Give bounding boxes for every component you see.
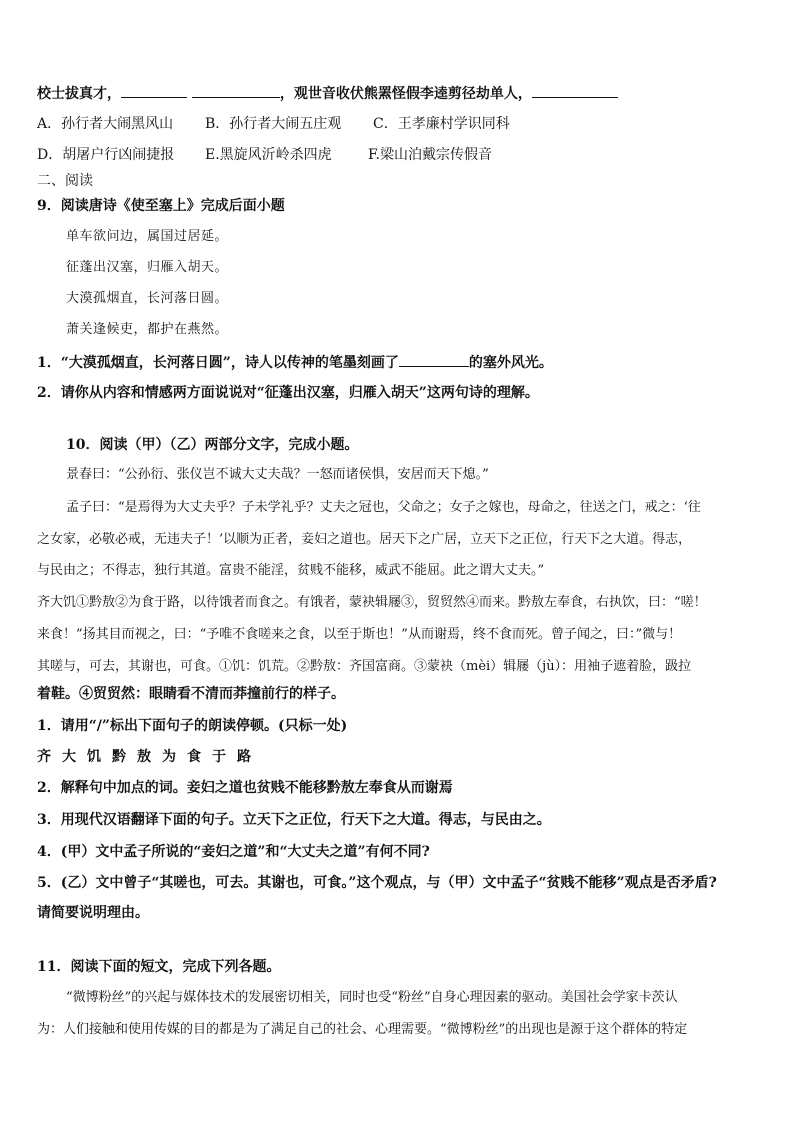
option-e: E.黑旋风沂岭杀四虎: [205, 147, 332, 163]
section-heading: 二、阅读: [37, 173, 93, 189]
fill-in-line: [37, 83, 618, 104]
option-a: A．孙行者大闹黑风山: [37, 116, 174, 132]
q10-question-5-cont: 请简要说明理由。: [37, 905, 149, 921]
options-row-2: [37, 145, 492, 165]
jia-line-4: 与民由之；不得志，独行其道。富贵不能淫，贫贱不能移，威武不能屈。此之谓大丈夫。”: [37, 563, 545, 578]
q9-q1-text-b: 的塞外风光。: [468, 355, 553, 371]
q10-q1-sentence: 齐大饥黔敖为食于路: [37, 749, 262, 765]
q9-question-1: [37, 352, 553, 373]
fill-line-text-b: ，观世音收伏熊罴怪假李逵剪径劫单人，: [279, 86, 532, 102]
yi-line-2: 来食！”扬其目而视之，曰：“予唯不食嗟来之食，以至于斯也！”从而谢焉，终不食而死。曾子闻之，曰：”微与！: [37, 627, 682, 642]
q10-question-3: 3．用现代汉语翻译下面的句子。立天下之正位，行天下之大道。得志，与民由之。: [37, 812, 551, 828]
yi-line-1: 齐大饥①黔敖②为食于路，以待饿者而食之。有饿者，蒙袂辑屦③，贸贸然④而来。黔敖左奉食，右执饮，曰：“嗟！: [37, 595, 707, 610]
q9-question-2: 2．请你从内容和情感两方面说说对“征蓬出汉塞，归雁入胡天”这两句诗的理解。: [37, 385, 539, 401]
q10-question-5: 5．(乙）文中曾子“其嗟也，可去。其谢也，可食。”这个观点，与（甲）文中孟子“贫贱不能移”观点是否矛盾?: [37, 875, 717, 891]
options-row-1: [37, 114, 510, 134]
option-d: D．胡屠户行凶闹捷报: [37, 147, 175, 163]
q9-q1-text-a: 1．“大漠孤烟直，长河落日圆”，诗人以传神的笔墨刻画了: [37, 355, 399, 371]
yi-line-3: 其嗟与，可去，其谢也，可食。①饥：饥荒。②黔敖：齐国富商。③蒙袂（mèi）辑屦（jù）：用袖子遮着脸，趿拉: [37, 659, 692, 674]
jia-line-1: 景春曰：“公孙衍、张仪岂不诚大丈夫哉？一怒而诸侯惧，安居而天下熄。”: [66, 467, 489, 482]
yi-line-4: 着鞋。④贸贸然：眼睛看不清而莽撞前行的样子。: [37, 686, 345, 702]
jia-line-2: 孟子曰：“是焉得为大丈夫乎？子未学礼乎？丈夫之冠也，父命之；女子之嫁也，母命之，往送之门，戒之：‘往: [66, 500, 701, 515]
jia-line-3: 之女家，必敬必戒，无违夫子！’以顺为正者，妾妇之道也。居天下之广居，立天下之正位，行天下之大道。得志，: [37, 532, 692, 547]
poem-line-3: 大漠孤烟直，长河落日圆。: [66, 291, 229, 306]
fill-line-text-a: 校士拔真才，: [37, 86, 121, 102]
answer-blank-2[interactable]: [192, 83, 280, 98]
q9-title: 9．阅读唐诗《使至塞上》完成后面小题: [37, 198, 285, 214]
poem-line-1: 单车欲问边，属国过居延。: [66, 229, 229, 244]
answer-blank-3[interactable]: [532, 83, 618, 98]
q11-line-2: 为：人们接触和使用传媒的目的都是为了满足自己的社会、心理需要。“微博粉丝”的出现也是源于这个群体的特定: [37, 1022, 688, 1037]
answer-blank-4[interactable]: [399, 352, 469, 367]
q10-question-2: 2．解释句中加点的词。妾妇之道也贫贱不能移黔敖左奉食从而谢焉: [37, 780, 453, 796]
q10-question-4: 4．(甲）文中孟子所说的“妾妇之道”和“大丈夫之道”有何不同?: [37, 844, 430, 860]
poem-line-2: 征蓬出汉塞，归雁入胡天。: [66, 260, 229, 275]
q10-question-1: 1．请用“/”标出下面句子的朗读停顿。(只标一处): [37, 718, 348, 734]
q10-title: 10．阅读（甲）（乙）两部分文字，完成小题。: [66, 437, 359, 453]
poem-line-4: 萧关逢候吏，都护在燕然。: [66, 322, 229, 337]
q11-line-1: “微博粉丝”的兴起与媒体技术的发展密切相关，同时也受“粉丝”自身心理因素的驱动。美国社会学家卡茨认: [66, 990, 678, 1005]
option-b: B．孙行者大闹五庄观: [205, 116, 342, 132]
answer-blank-1[interactable]: [121, 83, 187, 98]
q11-title: 11．阅读下面的短文，完成下列各题。: [37, 959, 281, 975]
option-f: F.梁山泊戴宗传假音: [368, 147, 492, 163]
option-c: C．王孝廉村学识同科: [373, 116, 510, 132]
